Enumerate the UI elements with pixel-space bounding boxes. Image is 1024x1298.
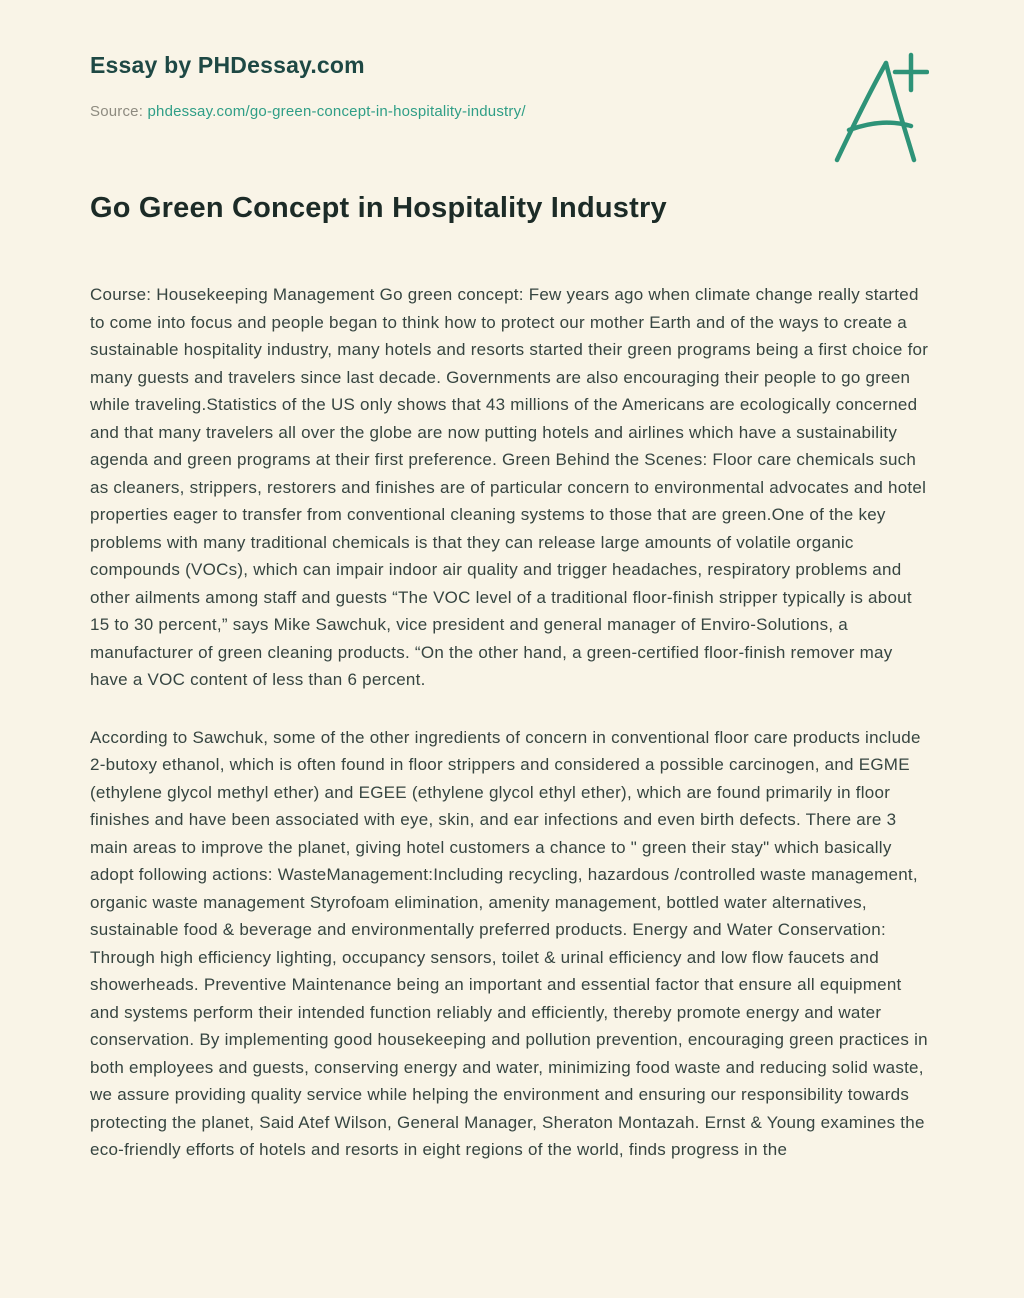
a-plus-logo-icon — [829, 50, 929, 165]
essay-byline: Essay by PHDessay.com — [90, 52, 365, 78]
header — [90, 52, 934, 120]
essay-body — [90, 281, 934, 1164]
essay-paragraph: According to Sawchuk, some of the other ingredients of concern in conventional floor care products include 2-butoxy ethanol, which is often found in floor strippers and considered a possible carcinogen, and EGME (ethylene glycol methyl ether) and EGEE (ethylene glycol ethyl ether), which are found primarily in floor finishes and have been associated with eye, skin, and ear infections and even birth defects. There are 3 main areas to improve the planet, giving hotel customers a chance to " green their stay" which basically adopt following actions: WasteManagement:Including recycling, hazardous /controlled waste management, organic waste management Styrofoam elimination, amenity management, bottled water alternatives, sustainable food & beverage and environmentally preferred products. Energy and Water Conservation: Through high efficiency lighting, occupancy sensors, toilet & urinal efficiency and low flow faucets and showerheads. Preventive Maintenance being an important and essential factor that ensure all equipment and systems perform their intended function reliably and efficiently, thereby promote energy and water conservation. By implementing good housekeeping and pollution prevention, encouraging green practices in both employees and guests, conserving energy and water, minimizing food waste and reducing solid waste, we assure providing quality service while helping the environment and ensuring our responsibility towards protecting the planet, Said Atef Wilson, General Manager, Sheraton Montazah. Ernst & Young examines the eco-friendly efforts of hotels and resorts in eight regions of the world, finds progress in the — [90, 727, 928, 1159]
essay-paragraph: Course: Housekeeping Management Go green concept: Few years ago when climate change really started to come into focus and people began to think how to protect our mother Earth and of the ways to create a sustainable hospitality industry, many hotels and resorts started their green programs being a first choice for many guests and travelers since last decade. Governments are also encouraging their people to go green while traveling.Statistics of the US only shows that 43 millions of the Americans are ecologically concerned and that many travelers all over the globe are now putting hotels and airlines which have a sustainability agenda and green programs at their first preference. Green Behind the Scenes: Floor care chemicals such as cleaners, strippers, restorers and finishes are of particular concern to environmental advocates and hotel properties eager to transfer from conventional cleaning systems to those that are green.One of the key problems with many traditional chemicals is that they can release large amounts of volatile organic compounds (VOCs), which can impair indoor air quality and trigger headaches, respiratory problems and other ailments among staff and guests “The VOC level of a traditional floor-finish stripper typically is about 15 to 30 percent,” says Mike Sawchuk, vice president and general manager of Enviro-Solutions, a manufacturer of green cleaning products. “On the other hand, a green-certified floor-finish remover may have a VOC content of less than 6 percent. — [90, 285, 929, 689]
source-line — [90, 103, 934, 120]
source-link[interactable]: phdessay.com/go-green-concept-in-hospitality-industry/ — [147, 103, 526, 120]
page-title: Go Green Concept in Hospitality Industry — [90, 192, 667, 224]
source-label: Source: — [90, 103, 144, 120]
